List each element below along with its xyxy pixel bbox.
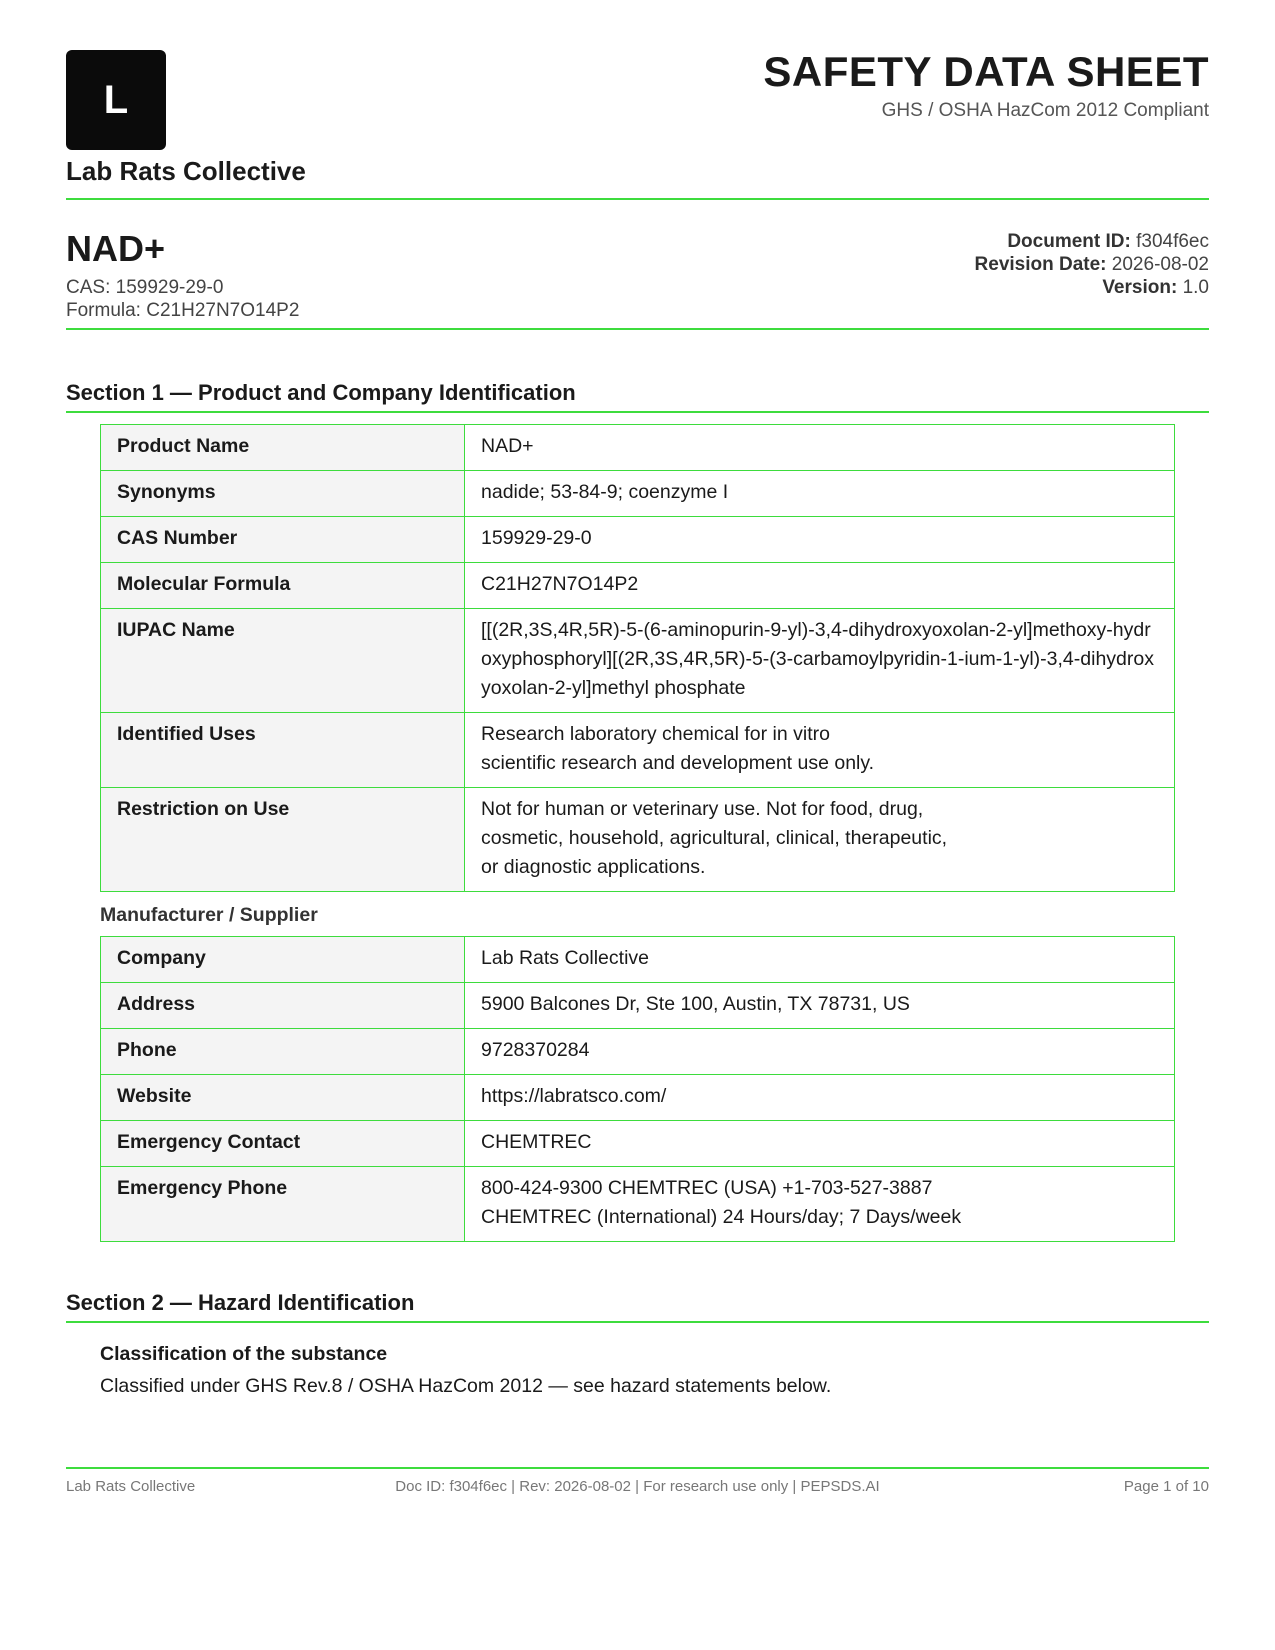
row-key: Restriction on Use xyxy=(101,788,465,892)
table-row xyxy=(101,937,1175,983)
row-key: Molecular Formula xyxy=(101,563,465,609)
document-subtitle: GHS / OSHA HazCom 2012 Compliant xyxy=(881,100,1209,121)
table-row xyxy=(101,609,1175,713)
classification-text: Classified under GHS Rev.8 / OSHA HazCom 2012 — see hazard statements below. xyxy=(100,1375,832,1397)
row-key: Company xyxy=(101,937,465,983)
row-key: Identified Uses xyxy=(101,713,465,788)
table-row xyxy=(101,563,1175,609)
row-value: [[(2R,3S,4R,5R)-5-(6-aminopurin-9-yl)-3,4-dihydroxyoxolan-2-yl]methoxy-hydroxyphosphoryl][(2R,3S,4R,5R)-5-(3-carbamoylpyridin-1-ium-1-yl)-3,4-dihydroxyoxolan-2-yl]methyl phosphate xyxy=(465,609,1175,713)
row-value: Not for human or veterinary use. Not for food, drug, cosmetic, household, agricultural, clinical, therapeutic, or diagnostic applications. xyxy=(465,788,1175,892)
footer-doc-info: Doc ID: f304f6ec | Rev: 2026-08-02 | For research use only | PEPSDS.AI xyxy=(395,1478,880,1495)
table-row xyxy=(101,1121,1175,1167)
section-2-title: Section 2 — Hazard Identification xyxy=(66,1290,415,1315)
footer-company: Lab Rats Collective xyxy=(66,1478,196,1495)
supplier-table xyxy=(100,936,1175,1242)
row-value: CHEMTREC xyxy=(465,1121,1175,1167)
row-value: NAD+ xyxy=(465,425,1175,471)
row-key: Product Name xyxy=(101,425,465,471)
row-value: nadide; 53-84-9; coenzyme I xyxy=(465,471,1175,517)
company-logo xyxy=(66,50,166,150)
table-row xyxy=(101,425,1175,471)
row-value: 800-424-9300 CHEMTREC (USA) +1-703-527-3887 CHEMTREC (International) 24 Hours/day; 7 Days/week xyxy=(465,1167,1175,1242)
row-key: Phone xyxy=(101,1029,465,1075)
table-row xyxy=(101,983,1175,1029)
product-formula: Formula: C21H27N7O14P2 xyxy=(66,300,300,321)
table-row xyxy=(101,788,1175,892)
table-row xyxy=(101,713,1175,788)
document-id: Document ID: f304f6ec xyxy=(1007,231,1209,252)
supplier-subtitle: Manufacturer / Supplier xyxy=(100,904,318,926)
row-key: CAS Number xyxy=(101,517,465,563)
row-key: Website xyxy=(101,1075,465,1121)
table-row xyxy=(101,1029,1175,1075)
row-value: Research laboratory chemical for in vitro scientific research and development use only. xyxy=(465,713,1175,788)
classification-title: Classification of the substance xyxy=(100,1343,388,1365)
document-meta xyxy=(975,230,1209,299)
divider xyxy=(66,328,1209,330)
row-value: Lab Rats Collective xyxy=(465,937,1175,983)
product-identification-table xyxy=(100,424,1175,892)
row-value: 9728370284 xyxy=(465,1029,1175,1075)
product-title: NAD+ xyxy=(66,228,166,269)
document-title: SAFETY DATA SHEET xyxy=(763,48,1209,95)
product-cas: CAS: 159929-29-0 xyxy=(66,277,224,298)
row-key: IUPAC Name xyxy=(101,609,465,713)
divider xyxy=(66,411,1209,413)
logo-letter: L xyxy=(103,77,129,122)
row-key: Synonyms xyxy=(101,471,465,517)
row-key: Emergency Contact xyxy=(101,1121,465,1167)
table-row xyxy=(101,517,1175,563)
row-key: Address xyxy=(101,983,465,1029)
section-1-title: Section 1 — Product and Company Identification xyxy=(66,380,576,405)
company-name: Lab Rats Collective xyxy=(66,156,306,186)
revision-date: Revision Date: 2026-08-02 xyxy=(974,254,1209,275)
divider xyxy=(66,1321,1209,1323)
version: Version: 1.0 xyxy=(1102,277,1209,298)
table-row xyxy=(101,1167,1175,1242)
table-row xyxy=(101,1075,1175,1121)
row-value: C21H27N7O14P2 xyxy=(465,563,1175,609)
row-key: Emergency Phone xyxy=(101,1167,465,1242)
row-value[interactable]: https://labratsco.com/ xyxy=(465,1075,1175,1121)
row-value: 159929-29-0 xyxy=(465,517,1175,563)
table-row xyxy=(101,471,1175,517)
footer-divider xyxy=(66,1467,1209,1469)
divider xyxy=(66,198,1209,200)
footer-page-number: Page 1 of 10 xyxy=(1123,1478,1209,1495)
row-value: 5900 Balcones Dr, Ste 100, Austin, TX 78731, US xyxy=(465,983,1175,1029)
product-meta xyxy=(66,276,299,322)
